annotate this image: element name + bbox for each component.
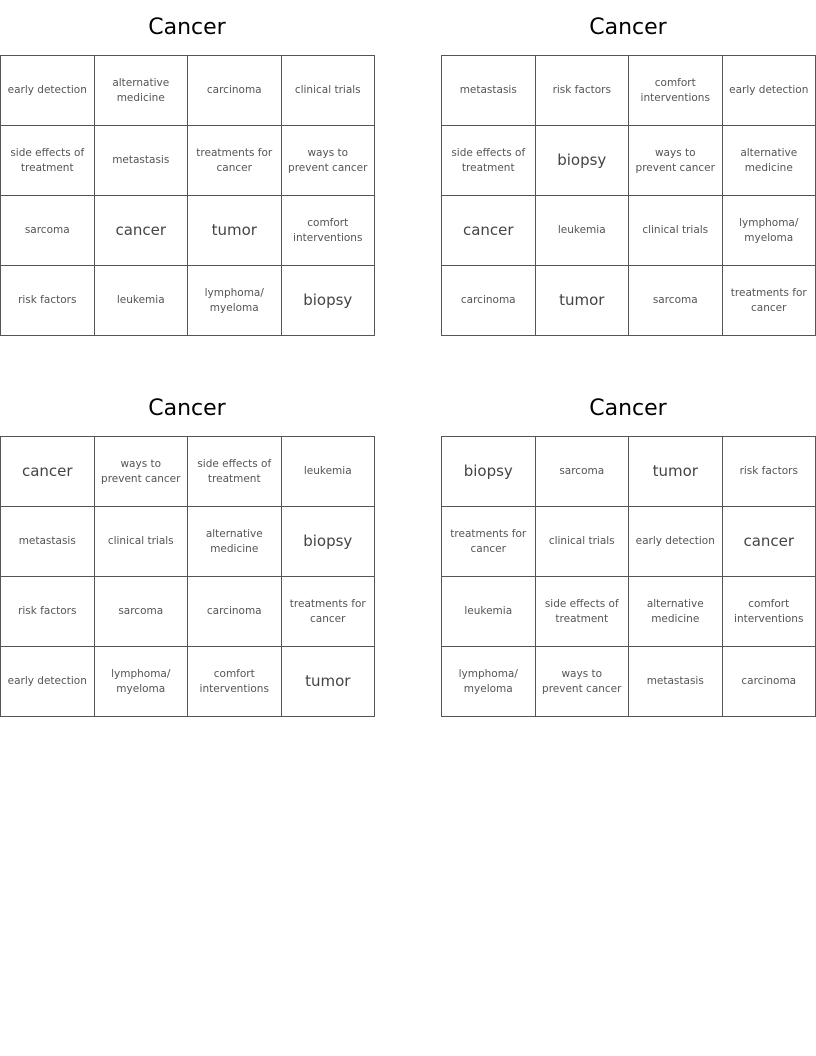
bingo-card-2 bbox=[441, 0, 815, 336]
bingo-cell: alternative medicine bbox=[188, 507, 282, 577]
bingo-cell: leukemia bbox=[536, 196, 630, 266]
bingo-cell: metastasis bbox=[442, 56, 536, 126]
card-title: Cancer bbox=[148, 15, 226, 40]
bingo-cell: leukemia bbox=[442, 577, 536, 647]
bingo-cell: metastasis bbox=[95, 126, 189, 196]
bingo-cell: early detection bbox=[723, 56, 816, 126]
bingo-cell: comfort interventions bbox=[629, 56, 723, 126]
bingo-cell: side effects of treatment bbox=[442, 126, 536, 196]
bingo-cell: ways to prevent cancer bbox=[629, 126, 723, 196]
card-title: Cancer bbox=[148, 396, 226, 421]
bingo-cell: sarcoma bbox=[95, 577, 189, 647]
bingo-cell: treatments for cancer bbox=[723, 266, 816, 336]
bingo-cell: biopsy bbox=[282, 507, 376, 577]
bingo-cell: ways to prevent cancer bbox=[282, 126, 376, 196]
bingo-cell: treatments for cancer bbox=[442, 507, 536, 577]
bingo-grid bbox=[0, 55, 375, 336]
bingo-cell: early detection bbox=[629, 507, 723, 577]
bingo-grid bbox=[441, 436, 816, 717]
bingo-cell: early detection bbox=[1, 56, 95, 126]
bingo-cell: clinical trials bbox=[95, 507, 189, 577]
bingo-cell: alternative medicine bbox=[95, 56, 189, 126]
bingo-cell: alternative medicine bbox=[723, 126, 816, 196]
bingo-cell: treatments for cancer bbox=[188, 126, 282, 196]
bingo-cell: tumor bbox=[188, 196, 282, 266]
bingo-cell: risk factors bbox=[1, 266, 95, 336]
bingo-cell: sarcoma bbox=[1, 196, 95, 266]
bingo-cell: side effects of treatment bbox=[1, 126, 95, 196]
bingo-cell: lymphoma/ myeloma bbox=[95, 647, 189, 717]
bingo-cell: risk factors bbox=[723, 437, 816, 507]
bingo-cell: risk factors bbox=[1, 577, 95, 647]
bingo-cell: carcinoma bbox=[723, 647, 816, 717]
bingo-cell: cancer bbox=[95, 196, 189, 266]
bingo-cell: alternative medicine bbox=[629, 577, 723, 647]
bingo-cell: cancer bbox=[723, 507, 816, 577]
bingo-cell: side effects of treatment bbox=[188, 437, 282, 507]
bingo-cell: carcinoma bbox=[188, 56, 282, 126]
bingo-cell: metastasis bbox=[1, 507, 95, 577]
bingo-cell: clinical trials bbox=[536, 507, 630, 577]
bingo-cell: ways to prevent cancer bbox=[95, 437, 189, 507]
bingo-grid bbox=[0, 436, 375, 717]
bingo-cell: cancer bbox=[442, 196, 536, 266]
bingo-cell: sarcoma bbox=[536, 437, 630, 507]
bingo-card-3 bbox=[0, 381, 374, 717]
bingo-cell: treatments for cancer bbox=[282, 577, 376, 647]
bingo-cell: sarcoma bbox=[629, 266, 723, 336]
bingo-cell: tumor bbox=[536, 266, 630, 336]
bingo-cell: metastasis bbox=[629, 647, 723, 717]
bingo-cell: leukemia bbox=[282, 437, 376, 507]
bingo-cell: tumor bbox=[282, 647, 376, 717]
bingo-cell: biopsy bbox=[282, 266, 376, 336]
bingo-cell: ways to prevent cancer bbox=[536, 647, 630, 717]
bingo-cell: lymphoma/ myeloma bbox=[723, 196, 816, 266]
card-title: Cancer bbox=[589, 15, 667, 40]
bingo-cell: clinical trials bbox=[282, 56, 376, 126]
bingo-cell: side effects of treatment bbox=[536, 577, 630, 647]
bingo-cell: tumor bbox=[629, 437, 723, 507]
bingo-cell: comfort interventions bbox=[282, 196, 376, 266]
bingo-cell: comfort interventions bbox=[723, 577, 816, 647]
card-title: Cancer bbox=[589, 396, 667, 421]
bingo-cell: biopsy bbox=[442, 437, 536, 507]
bingo-cell: biopsy bbox=[536, 126, 630, 196]
bingo-cell: carcinoma bbox=[442, 266, 536, 336]
bingo-cell: leukemia bbox=[95, 266, 189, 336]
bingo-cell: cancer bbox=[1, 437, 95, 507]
bingo-grid bbox=[441, 55, 816, 336]
bingo-card-4 bbox=[441, 381, 815, 717]
bingo-cell: early detection bbox=[1, 647, 95, 717]
bingo-cell: carcinoma bbox=[188, 577, 282, 647]
bingo-cell: lymphoma/ myeloma bbox=[442, 647, 536, 717]
bingo-card-1 bbox=[0, 0, 374, 336]
bingo-cell: clinical trials bbox=[629, 196, 723, 266]
bingo-cell: risk factors bbox=[536, 56, 630, 126]
bingo-cell: comfort interventions bbox=[188, 647, 282, 717]
bingo-cell: lymphoma/ myeloma bbox=[188, 266, 282, 336]
